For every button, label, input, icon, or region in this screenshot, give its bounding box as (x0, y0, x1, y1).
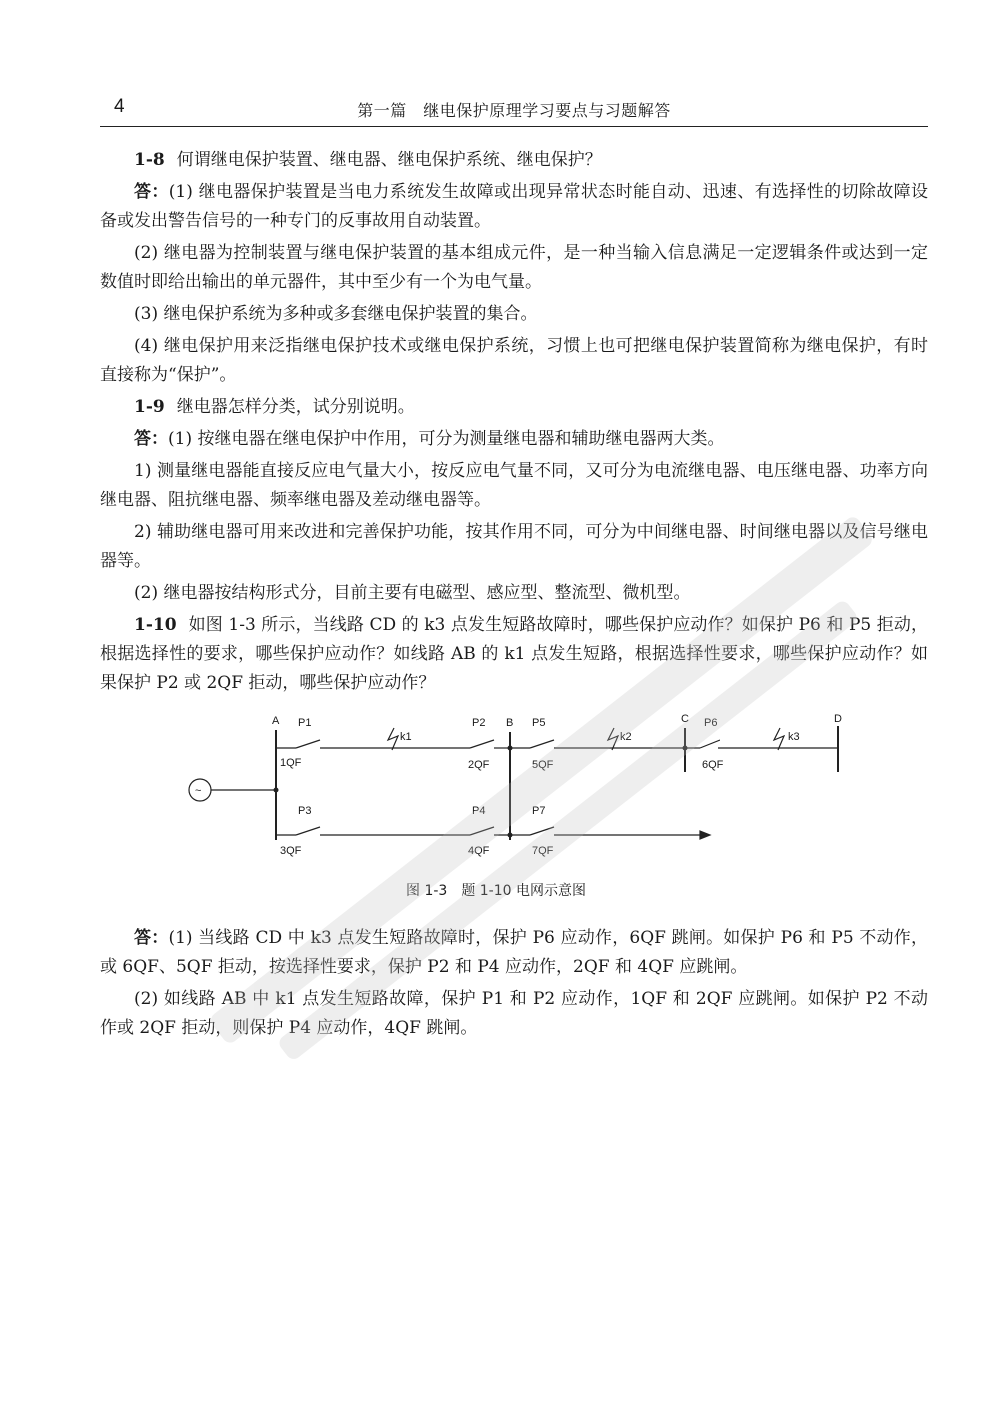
question-1-10 (100, 611, 928, 698)
answer-label: 答： (134, 182, 169, 202)
bus-label-a: A (272, 715, 280, 727)
protection-p5: P5 (532, 717, 546, 729)
answer-paragraph: 答：(1) 当线路 CD 中 k3 点发生短路故障时，保护 P6 应动作，6QF 跳闸。如保护 P6 和 P5 不动作，或 6QF、5QF 拒动，按选择性要求，保护 P2 和 P4 应动作，2QF 和 4QF 应跳闸。 (100, 928, 928, 977)
fault-k2-mark (608, 728, 618, 750)
answer-paragraph: (3) 继电保护系统为多种或多套继电保护装置的集合。 (134, 304, 538, 324)
generator-symbol: ~ (195, 785, 202, 797)
question-text: 继电器怎样分类，试分别说明。 (176, 397, 415, 417)
answer-block (100, 924, 928, 1046)
breaker-7qf: 7QF (532, 845, 554, 857)
bus-label-c: C (681, 713, 689, 725)
answer-label: 答： (134, 928, 169, 948)
fault-k3: k3 (788, 731, 800, 743)
question-label: 1-8 (134, 150, 165, 170)
grid-diagram (180, 710, 720, 870)
page-header (100, 96, 928, 127)
answer-paragraph: (2) 如线路 AB 中 k1 点发生短路故障，保护 P1 和 P2 应动作，1QF 和 2QF 应跳闸。如保护 P2 不动作或 2QF 拒动，则保护 P4 应动作，4QF 跳闸。 (100, 989, 928, 1038)
protection-p6: P6 (704, 717, 718, 729)
answer-paragraph: 1) 测量继电器能直接反应电气量大小，按反应电气量不同，又可分为电流继电器、电压继电器、功率方向继电器、阻抗继电器、频率继电器及差动继电器等。 (100, 461, 928, 510)
fault-k1-mark (388, 728, 398, 750)
question-label: 1-10 (134, 615, 177, 635)
question-1-9 (100, 393, 928, 422)
question-label: 1-9 (134, 397, 165, 417)
bus-label-d: D (834, 713, 842, 725)
answer-paragraph: (4) 继电保护用来泛指继电保护技术或继电保护系统，习惯上也可把继电保护装置简称为继电保护，有时直接称为“保护”。 (100, 336, 928, 385)
question-text: 何谓继电保护装置、继电器、继电保护系统、继电保护？ (176, 150, 602, 170)
figure-caption: 图 1-3 题 1-10 电网示意图 (406, 883, 586, 899)
main-text (100, 146, 928, 701)
protection-p7: P7 (532, 805, 546, 817)
protection-p3: P3 (298, 805, 312, 817)
fault-k3-mark (774, 728, 784, 750)
answer-paragraph: (2) 继电器按结构形式分，目前主要有电磁型、感应型、整流型、微机型。 (134, 583, 691, 603)
bus-label-b: B (506, 717, 514, 729)
running-title: 第一篇 继电保护原理学习要点与习题解答 (357, 101, 671, 120)
fault-k2: k2 (620, 731, 632, 743)
answer-paragraph: (2) 继电器为控制装置与继电保护装置的基本组成元件，是一种当输入信息满足一定逻辑条件或达到一定数值时即给出输出的单元器件，其中至少有一个为电气量。 (100, 243, 928, 292)
page-number: 4 (114, 96, 125, 117)
breaker-5qf: 5QF (532, 759, 554, 771)
breaker-3qf: 3QF (280, 845, 302, 857)
answer-paragraph: 答：(1) 继电器保护装置是当电力系统发生故障或出现异常状态时能自动、迅速、有选择性的切除故障设备或发出警告信号的一种专门的反事故用自动装置。 (100, 182, 929, 231)
answer-paragraph: 答：(1) 按继电器在继电保护中作用，可分为测量继电器和辅助继电器两大类。 (134, 429, 725, 449)
breaker-1qf: 1QF (280, 757, 302, 769)
question-1-8 (100, 146, 928, 175)
protection-p4: P4 (472, 805, 486, 817)
protection-p2: P2 (472, 717, 486, 729)
protection-p1: P1 (298, 717, 312, 729)
answer-paragraph: 2) 辅助继电器可用来改进和完善保护功能，按其作用不同，可分为中间继电器、时间继电器以及信号继电器等。 (100, 522, 928, 571)
answer-label: 答： (134, 429, 168, 449)
breaker-2qf: 2QF (468, 759, 490, 771)
fault-k1: k1 (400, 731, 412, 743)
breaker-6qf: 6QF (702, 759, 724, 771)
grid-diagram-p6 (700, 710, 740, 780)
breaker-4qf: 4QF (468, 845, 490, 857)
question-text: 如图 1-3 所示，当线路 CD 的 k3 点发生短路故障时，哪些保护应动作？如保护 P6 和 P5 拒动，根据选择性的要求，哪些保护应动作？如线路 AB 的 k1 点发生短路，根据选择性要求，哪些保护应动作？如果保护 P2 或 2QF 拒动，哪些保护应动作？ (100, 615, 928, 693)
